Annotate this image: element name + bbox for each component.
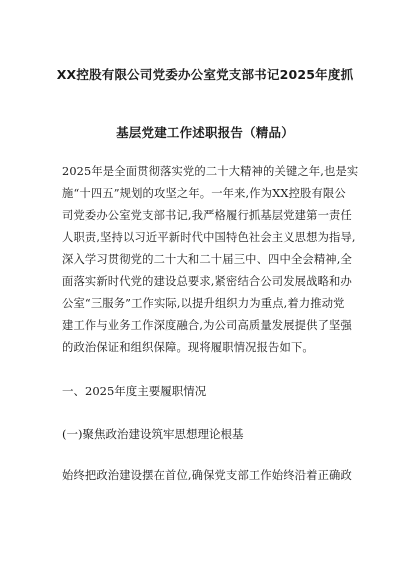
paragraph-line: 面落实新时代党的建设总要求,紧密结合公司发展战略和办 <box>62 275 352 288</box>
paragraph-line: 2025年是全面贯彻落实党的二十大精神的关键之年,也是实 <box>62 165 359 178</box>
paragraph-line: 深入学习贯彻党的二十大和二十届三中、四中全会精神,全 <box>62 253 352 266</box>
paragraph-line: 建工作与业务工作深度融合,为公司高质量发展提供了坚强 <box>62 319 352 332</box>
document-title-line-2: 基层党建工作述职报告（精品） <box>116 125 294 140</box>
paragraph-line: 人职责,坚持以习近平新时代中国特色社会主义思想为指导, <box>62 231 356 244</box>
paragraph-line: 司党委办公室党支部书记,我严格履行抓基层党建第一责任 <box>62 209 352 222</box>
paragraph-line: 公室“三服务”工作实际,以提升组织力为重点,着力推动党 <box>62 297 345 310</box>
paragraph-line: 始终把政治建设摆在首位,确保党支部工作始终沿着正确政 <box>62 469 352 482</box>
paragraph-line: 施“十四五”规划的攻坚之年。一年来,作为XX控股有限公 <box>62 187 346 200</box>
document-title-line-1: XX控股有限公司党委办公室党支部书记2025年度抓 <box>56 67 354 82</box>
paragraph-line: 的政治保证和组织保障。现将履职情况报告如下。 <box>62 341 314 354</box>
subsection-heading: (一)聚焦政治建设筑牢思想理论根基 <box>62 427 244 441</box>
section-heading: 一、2025年度主要履职情况 <box>62 384 207 398</box>
